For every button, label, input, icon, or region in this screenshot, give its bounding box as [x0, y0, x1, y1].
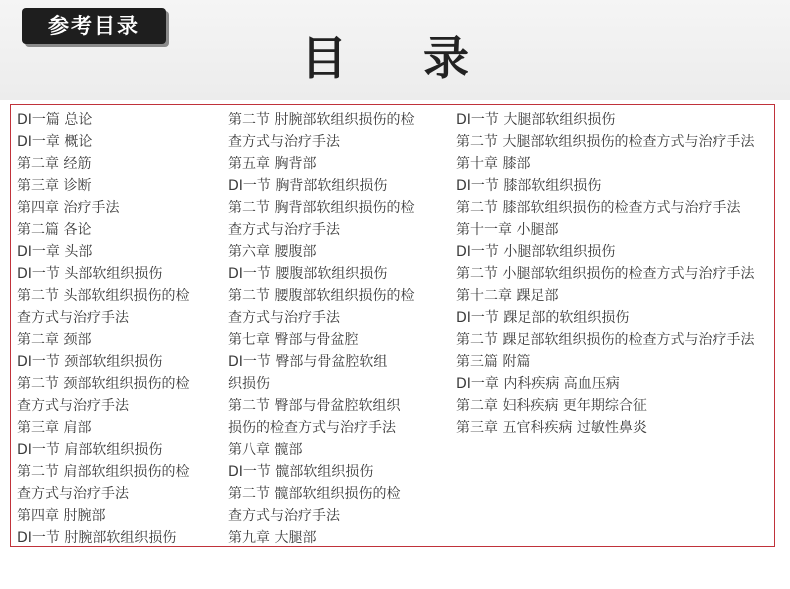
toc-item: 第二节 胸背部软组织损伤的检 [228, 200, 415, 216]
toc-item: DI一篇 总论 [17, 112, 93, 128]
toc-item: DI一节 肩部软组织损伤 [17, 442, 163, 458]
toc-item: DI一节 胸背部软组织损伤 [228, 178, 388, 194]
toc-item: 第四章 肘腕部 [17, 508, 106, 524]
toc-item: 查方式与治疗手法 [17, 310, 129, 326]
toc-item: 第二节 大腿部软组织损伤的检查方式与治疗手法 [456, 134, 755, 150]
toc-item: 第二节 颈部软组织损伤的检 [17, 376, 190, 392]
toc-item: 第二节 髋部软组织损伤的检 [228, 486, 401, 502]
toc-box [10, 104, 775, 547]
toc-item: 第三章 肩部 [17, 420, 92, 436]
toc-item: 第三章 五官科疾病 过敏性鼻炎 [456, 420, 647, 436]
toc-item: 查方式与治疗手法 [228, 134, 340, 150]
toc-item: 第二节 膝部软组织损伤的检查方式与治疗手法 [456, 200, 741, 216]
toc-item: DI一节 小腿部软组织损伤 [456, 244, 616, 260]
toc-item: 查方式与治疗手法 [228, 508, 340, 524]
toc-item: 第十二章 踝足部 [456, 288, 559, 304]
toc-item: 第二篇 各论 [17, 222, 92, 238]
toc-item: DI一章 概论 [17, 134, 93, 150]
toc-item: 查方式与治疗手法 [228, 310, 340, 326]
toc-item: DI一节 髋部软组织损伤 [228, 464, 374, 480]
toc-item: 第六章 腰腹部 [228, 244, 317, 260]
toc-item: 第二节 腰腹部软组织损伤的检 [228, 288, 415, 304]
toc-item: 第二节 肘腕部软组织损伤的检 [228, 112, 415, 128]
toc-item: 第九章 大腿部 [228, 530, 317, 546]
toc-item: 第二章 经筋 [17, 156, 92, 172]
toc-item: 查方式与治疗手法 [228, 222, 340, 238]
toc-item: 查方式与治疗手法 [17, 398, 129, 414]
reference-tag-label: 参考目录 [48, 14, 140, 38]
toc-item: 第五章 胸背部 [228, 156, 317, 172]
toc-item: DI一节 大腿部软组织损伤 [456, 112, 616, 128]
toc-item: DI一节 膝部软组织损伤 [456, 178, 602, 194]
toc-item: 查方式与治疗手法 [17, 486, 129, 502]
toc-item: 织损伤 [228, 376, 270, 392]
toc-item: 第二节 踝足部软组织损伤的检查方式与治疗手法 [456, 332, 755, 348]
toc-item: DI一章 头部 [17, 244, 93, 260]
toc-item: DI一节 臀部与骨盆腔软组 [228, 354, 388, 370]
toc-column-3 [456, 109, 774, 439]
toc-item: 第二章 妇科疾病 更年期综合征 [456, 398, 647, 414]
toc-item: 第二章 颈部 [17, 332, 92, 348]
toc-column-2 [228, 109, 450, 549]
toc-item: 第三篇 附篇 [456, 354, 531, 370]
toc-item: 损伤的检查方式与治疗手法 [228, 420, 396, 436]
toc-item: 第七章 臀部与骨盆腔 [228, 332, 359, 348]
toc-item: 第二节 头部软组织损伤的检 [17, 288, 190, 304]
toc-item: 第十章 膝部 [456, 156, 531, 172]
toc-item: DI一节 颈部软组织损伤 [17, 354, 163, 370]
toc-item: DI一节 头部软组织损伤 [17, 266, 163, 282]
toc-column-1 [17, 109, 227, 549]
toc-item: 第十一章 小腿部 [456, 222, 559, 238]
toc-item: DI一节 腰腹部软组织损伤 [228, 266, 388, 282]
toc-item: 第三章 诊断 [17, 178, 92, 194]
page-title: 目 录 [300, 31, 499, 85]
toc-item: 第二节 肩部软组织损伤的检 [17, 464, 190, 480]
toc-item: 第二节 臀部与骨盆腔软组织 [228, 398, 401, 414]
toc-item: 第八章 髋部 [228, 442, 303, 458]
toc-item: DI一节 肘腕部软组织损伤 [17, 530, 177, 546]
toc-item: 第四章 治疗手法 [17, 200, 120, 216]
toc-item: DI一章 内科疾病 高血压病 [456, 376, 620, 392]
toc-item: 第二节 小腿部软组织损伤的检查方式与治疗手法 [456, 266, 755, 282]
toc-item: DI一节 踝足部的软组织损伤 [456, 310, 630, 326]
